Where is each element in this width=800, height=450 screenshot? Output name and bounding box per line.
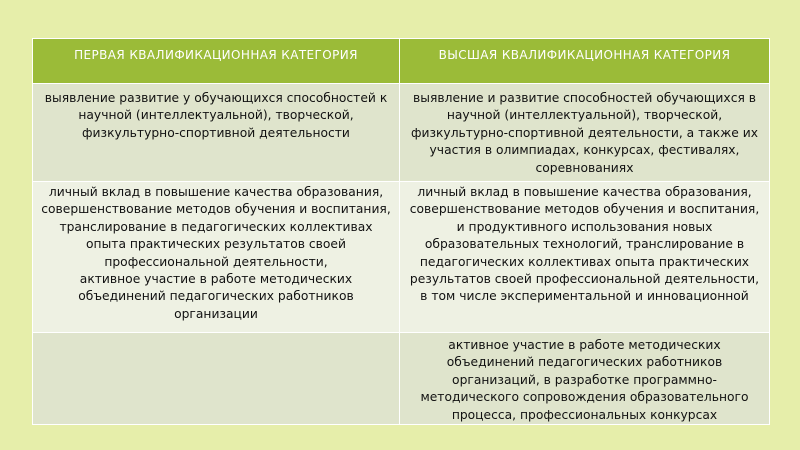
table-row	[33, 182, 770, 333]
table-row	[33, 84, 770, 182]
qualification-comparison-table	[32, 38, 770, 425]
table-cell-highest	[400, 333, 770, 425]
cell-text-extra: активное участие в работе методических объединений педагогических работников организации	[78, 272, 354, 321]
table-header-row	[33, 39, 770, 84]
cell-text: выявление развитие у обучающихся способностей к научной (интеллектуальной), творческой, физкультурно-спортивной деятельности	[44, 91, 388, 140]
cell-text: активное участие в работе методических объединений педагогических работников организаций, в разработке программно-методического сопровождения образовательного процесса, профессиональных конкурсах	[420, 338, 749, 422]
header-highest-category-label: ВЫСШАЯ КВАЛИФИКАЦИОННАЯ КАТЕГОРИЯ	[438, 48, 731, 62]
header-highest-category	[400, 39, 770, 84]
table-row	[33, 333, 770, 425]
cell-text: личный вклад в повышение качества образования, совершенствование методов обучения и воспитания, транслирование в педагогических коллективах опыта практических результатов своей профессиональной деятельности,	[41, 185, 391, 269]
table-cell-first	[33, 333, 400, 425]
table-cell-highest	[400, 84, 770, 182]
header-first-category	[33, 39, 400, 84]
cell-text	[33, 333, 399, 337]
cell-text: выявление и развитие способностей обучающихся в научной (интеллектуальной), творческой, физкультурно-спортивной деятельности, а также их участия в олимпиадах, конкурсах, фестивалях, соревнованиях	[410, 91, 759, 175]
header-first-category-label: ПЕРВАЯ КВАЛИФИКАЦИОННАЯ КАТЕГОРИЯ	[74, 48, 358, 62]
table-cell-first	[33, 182, 400, 333]
cell-text: личный вклад в повышение качества образования, совершенствование методов обучения и воспитания, и продуктивного использования новых образовательных технологий, транслирование в педагогических коллективах опыта практических результатов своей профессиональной деятельности, в том числе экспериментальной и инновационной	[409, 185, 760, 304]
table-cell-first	[33, 84, 400, 182]
table-cell-highest	[400, 182, 770, 333]
